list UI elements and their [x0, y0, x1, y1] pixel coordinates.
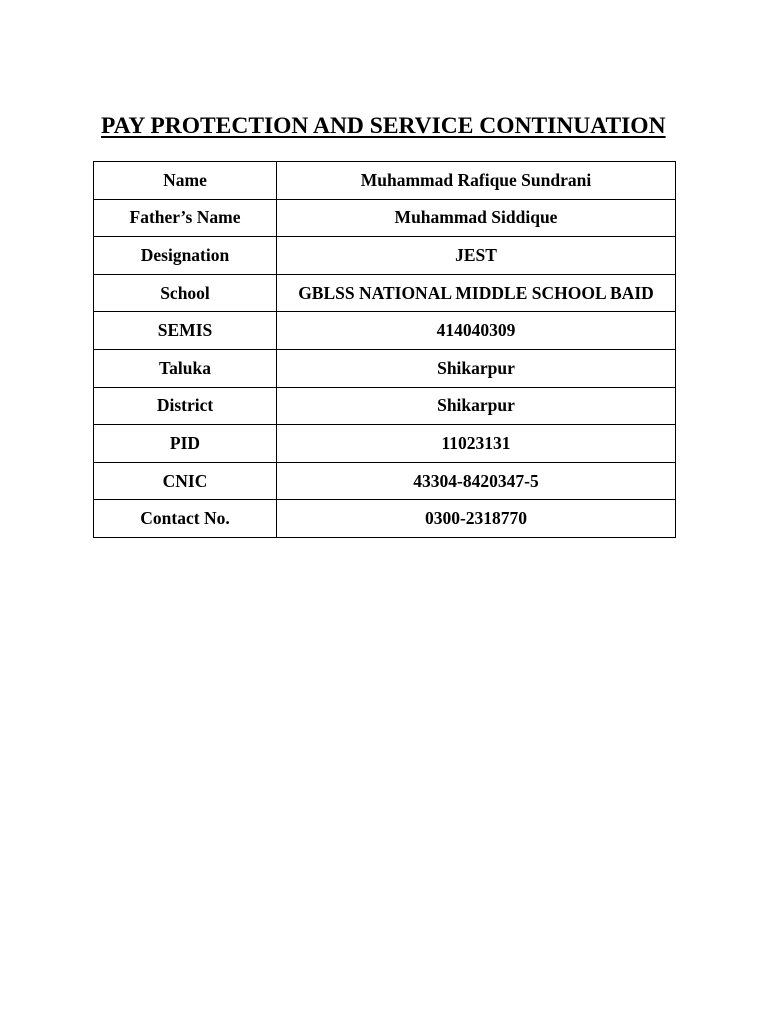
table-row-taluka — [94, 349, 676, 387]
field-value-fathers-name: Muhammad Siddique — [277, 199, 676, 237]
table-row-fathers-name — [94, 199, 676, 237]
field-label-fathers-name: Father’s Name — [94, 199, 277, 237]
field-value-pid: 11023131 — [277, 425, 676, 463]
table-row-school — [94, 274, 676, 312]
field-label-taluka: Taluka — [94, 349, 277, 387]
field-label-semis: SEMIS — [94, 312, 277, 350]
field-value-district: Shikarpur — [277, 387, 676, 425]
field-value-contact-no: 0300-2318770 — [277, 500, 676, 538]
table-row-pid — [94, 425, 676, 463]
field-value-name: Muhammad Rafique Sundrani — [277, 162, 676, 200]
employee-info-table — [93, 161, 676, 538]
field-value-school: GBLSS NATIONAL MIDDLE SCHOOL BAID — [277, 274, 676, 312]
document-title: PAY PROTECTION AND SERVICE CONTINUATION — [101, 113, 666, 139]
table-row-cnic — [94, 462, 676, 500]
field-label-cnic: CNIC — [94, 462, 277, 500]
field-label-pid: PID — [94, 425, 277, 463]
field-value-designation: JEST — [277, 237, 676, 275]
field-label-name: Name — [94, 162, 277, 200]
field-value-taluka: Shikarpur — [277, 349, 676, 387]
table-row-name — [94, 162, 676, 200]
field-label-district: District — [94, 387, 277, 425]
table-row-contact-no — [94, 500, 676, 538]
table-row-district — [94, 387, 676, 425]
field-label-designation: Designation — [94, 237, 277, 275]
field-label-contact-no: Contact No. — [94, 500, 277, 538]
field-value-cnic: 43304-8420347-5 — [277, 462, 676, 500]
table-row-designation — [94, 237, 676, 275]
field-label-school: School — [94, 274, 277, 312]
field-value-semis: 414040309 — [277, 312, 676, 350]
table-row-semis — [94, 312, 676, 350]
